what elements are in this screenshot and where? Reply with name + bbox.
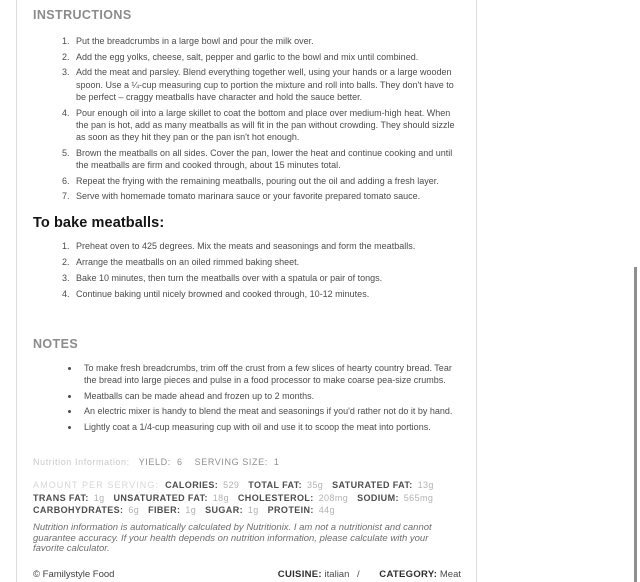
nutrition-fact-value: 1g [185, 504, 197, 515]
nutrition-facts [33, 479, 461, 516]
list-item: 3. Add the meat and parsley. Blend everything together well, using your hands or a large wooden spoon. Use a ¼-cup measuring cup to portion the mixture and roll into balls. They don't have to be perfect – craggy meatballs have character and hold the sauce better. [72, 66, 461, 103]
amount-per-serving-label: AMOUNT PER SERVING: [33, 480, 160, 491]
nutrition-fact-value: 1g [93, 492, 105, 503]
yield-label: YIELD: [138, 457, 171, 468]
list-item: 4. Continue baking until nicely browned and cooked through, 10-12 minutes. [72, 288, 461, 300]
nutrition-fact-value: 565mg [403, 492, 434, 503]
cuisine-value: italian [324, 568, 350, 580]
nutrition-disclaimer: Nutrition information is automatically calculated by Nutritionix. I am not a nutritionist and cannot guarantee accuracy. If your health depends on nutrition information, please calculate with your favorite calculator. [33, 522, 432, 555]
scrollbar-thumb[interactable] [634, 267, 637, 582]
meta-separator: / [357, 568, 360, 580]
nutrition-fact-value: 1g [247, 504, 259, 515]
instructions-heading: INSTRUCTIONS [33, 8, 132, 22]
list-item: 1. Preheat oven to 425 degrees. Mix the meats and seasonings and form the meatballs. [72, 240, 461, 252]
category-value: Meat [439, 568, 461, 580]
nutrition-fact-label: PROTEIN: [267, 504, 314, 515]
nutrition-info-line [33, 456, 461, 468]
cuisine-label: CUISINE: [277, 568, 322, 580]
list-item: • Lightly coat a 1/4-cup measuring cup with oil and use it to scoop the meat into portions. [80, 421, 461, 433]
nutrition-fact-label: SATURATED FAT: [332, 480, 413, 491]
list-item: 5. Brown the meatballs on all sides. Cover the pan, lower the heat and continue cooking and until the meatballs are firm and cooked through, about 15 minutes total. [72, 147, 461, 171]
nutrition-fact-value: 18g [212, 492, 229, 503]
nutrition-fact-value: 6g [128, 504, 140, 515]
nutrition-fact-value: 35g [306, 480, 324, 491]
list-item: 3. Bake 10 minutes, then turn the meatballs over with a spatula or pair of tongs. [72, 272, 461, 284]
nutrition-fact-value: 529 [223, 480, 240, 491]
serving-size-value: 1 [273, 457, 280, 468]
notes-heading: NOTES [33, 336, 79, 351]
nutrition-fact-label: SODIUM: [357, 492, 399, 503]
recipe-card [16, 0, 477, 582]
list-item: 7. Serve with homemade tomato marinara sauce or your favorite prepared tomato sauce. [72, 190, 461, 202]
nutrition-fact-value: 208mg [318, 492, 349, 503]
serving-size-label: SERVING SIZE: [194, 457, 268, 468]
nutrition-fact-label: TRANS FAT: [33, 492, 89, 503]
recipe-footer [33, 569, 461, 580]
nutrition-fact-label: TOTAL FAT: [248, 480, 303, 491]
nutrition-fact-label: CALORIES: [165, 480, 219, 491]
nutrition-fact-label: CARBOHYDRATES: [33, 504, 124, 515]
nutrition-fact-label: FIBER: [148, 504, 181, 515]
list-item: • To make fresh breadcrumbs, trim off the crust from a few slices of hearty country bread. Tear the bread into large pieces and pulse in a food processor to make coarse pea-size crumbs. [80, 362, 461, 386]
list-item: 2. Arrange the meatballs on an oiled rimmed baking sheet. [72, 256, 461, 268]
instructions-list [33, 35, 461, 202]
notes-list [33, 362, 461, 434]
recipe-meta [278, 569, 461, 580]
list-item: 6. Repeat the frying with the remaining meatballs, pouring out the oil and adding a fresh layer. [72, 175, 461, 187]
list-item: 4. Pour enough oil into a large skillet to coat the bottom and place over medium-high heat. When the pan is hot, add as many meatballs as will fit in the pan without crowding. They should sizzle as soon as they hit they pan or the pan isn't hot enough. [72, 107, 461, 144]
list-item: • Meatballs can be made ahead and frozen up to 2 months. [80, 390, 461, 402]
bake-steps-list [33, 240, 461, 299]
nutrition-fact-label: CHOLESTEROL: [237, 492, 314, 503]
list-item: 1. Put the breadcrumbs in a large bowl and pour the milk over. [72, 35, 461, 47]
list-item: • An electric mixer is handy to blend the meat and seasonings if you'd rather not do it by hand. [80, 405, 461, 417]
nutrition-info-label: Nutrition Information: [33, 457, 130, 468]
nutrition-fact-label: UNSATURATED FAT: [113, 492, 208, 503]
yield-value: 6 [176, 457, 183, 468]
bake-meatballs-heading: To bake meatballs: [33, 215, 165, 232]
category-label: CATEGORY: [379, 568, 438, 580]
nutrition-fact-value: 13g [417, 480, 434, 491]
list-item: 2. Add the egg yolks, cheese, salt, pepper and garlic to the bowl and mix until combined. [72, 51, 461, 63]
nutrition-fact-value: 44g [318, 504, 335, 515]
nutrition-fact-label: SUGAR: [205, 504, 243, 515]
copyright-text: © Familystyle Food [33, 568, 115, 580]
